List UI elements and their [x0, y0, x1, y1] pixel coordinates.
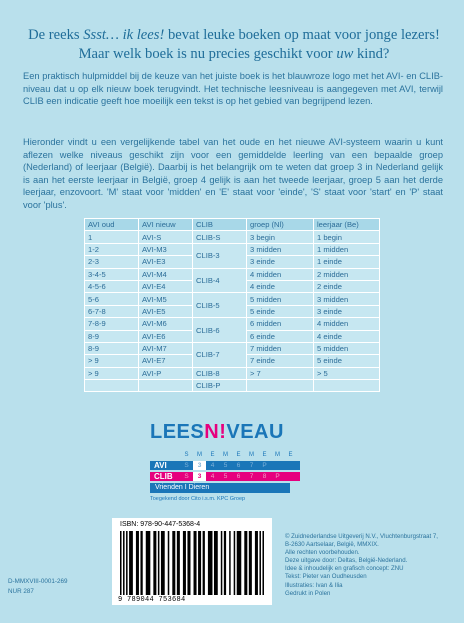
intro-heading — [24, 26, 444, 64]
cell-avi-oud: 2-3 — [85, 256, 139, 268]
cell-empty — [85, 380, 139, 392]
table-header-row — [85, 219, 380, 231]
clib-cell: 8 — [262, 473, 267, 480]
table-row — [85, 231, 380, 243]
clib-cell: 4 — [210, 473, 215, 480]
intro-text: bevat leuke boeken op maat voor jonge lezers! — [164, 27, 440, 43]
barcode-box — [112, 518, 272, 605]
cell-avi-nieuw: AVI-E7 — [139, 355, 193, 367]
barcode-bar — [198, 531, 201, 595]
cell-groep: 5 einde — [247, 305, 314, 317]
cell-clib: CLIB-S — [193, 231, 247, 243]
barcode-bar — [126, 531, 128, 595]
barcode-bar — [229, 531, 231, 595]
cell-avi-nieuw: AVI-S — [139, 231, 193, 243]
level-head-cell: M — [223, 452, 228, 458]
avi-cell: 5 — [223, 462, 228, 469]
table-row — [85, 380, 380, 392]
barcode-bar — [120, 531, 122, 595]
level-head-cell: E — [236, 452, 241, 458]
cell-avi-nieuw: AVI-M5 — [139, 293, 193, 305]
colophon-line: Tekst: Pieter van Oudheusden — [285, 573, 367, 581]
cell-leerjaar: 2 einde — [314, 280, 380, 292]
barcode-bar — [203, 531, 205, 595]
cell-leerjaar: > 5 — [314, 367, 380, 379]
isbn-text: ISBN: 978-90-447-5368-4 — [120, 521, 201, 528]
cell-clib: CLIB-3 — [193, 243, 247, 268]
barcode-bar — [123, 531, 125, 595]
intro-text: kind? — [353, 46, 390, 62]
cell-groep: 6 midden — [247, 318, 314, 330]
avi-cell: 6 — [236, 462, 241, 469]
header-groep: groep (Nl) — [247, 219, 314, 231]
cell-leerjaar: 2 midden — [314, 268, 380, 280]
level-label-empty — [150, 451, 180, 460]
barcode-bars — [120, 531, 264, 595]
clib-cell: 6 — [236, 473, 241, 480]
barcode-bar — [187, 531, 190, 595]
barcode-bar — [259, 531, 261, 595]
barcode-bar — [214, 531, 218, 595]
colophon-line: © Zuidnederlandse Uitgeverij N.V., Vluchtenburgstraat 7, — [285, 533, 438, 540]
colophon-line: Illustraties: Ivan & Ilia — [285, 581, 343, 589]
header-clib: CLIB — [193, 219, 247, 231]
intro-text: De reeks — [28, 27, 84, 43]
cell-clib: CLIB-4 — [193, 268, 247, 293]
paragraph-logo-explanation: Een praktisch hulpmiddel bij de keuze van het juiste boek is het blauwroze logo met het AVI- en CLIB-niveau dat u op elk nieuw boek terugvindt. Het technische leesniveau is aangegeven met AVI, terwijl CLIB een indicatie geeft hoe moeilijk een tekst is op het gebied van begrijpend lezen. — [23, 71, 443, 107]
cell-empty — [247, 380, 314, 392]
barcode-bar — [183, 531, 186, 595]
cell-groep: 6 einde — [247, 330, 314, 342]
level-head-cell: M — [275, 452, 280, 458]
barcode-bar — [234, 531, 236, 595]
series-title: Ssst… ik lees! — [83, 27, 165, 43]
avi-comparison-table — [84, 218, 380, 392]
cell-leerjaar: 1 midden — [314, 243, 380, 255]
cell-avi-oud: > 9 — [85, 367, 139, 379]
header-avi-nieuw: AVI nieuw — [139, 219, 193, 231]
table-row — [85, 367, 380, 379]
cell-clib: CLIB-8 — [193, 367, 247, 379]
intro-line-2 — [24, 45, 444, 64]
clib-cell: 7 — [249, 473, 254, 480]
barcode-bar — [168, 531, 170, 595]
barcode-bar — [194, 531, 197, 595]
colophon-line: Gedrukt in Polen — [285, 589, 331, 597]
paragraph-table-explanation: Hieronder vindt u een vergelijkende tabel van het oude en het nieuwe AVI-systeem waarin u kunt aflezen welke niveaus geschikt zijn voor een gemiddelde leerling van een bepaalde groep (Nederland) of leerjaar (België). Daarbij is het belangrijk om te weten dat groep 3 in Nederland gelijk is aan het eerste leerjaar in België, groep 4 gelijk is aan het tweede leerjaar, groep 5 aan het derde leerjaar, enzovoort. 'M' staat voor 'midden' en 'E' staat voor 'einde', 'S' staat voor 'start' en 'P' staat voor 'plus'. — [23, 137, 443, 210]
level-head-cell: E — [210, 452, 215, 458]
cell-avi-oud: 5-6 — [85, 293, 139, 305]
barcode-bar — [146, 531, 151, 595]
colophon-line: Deze uitgave door: Deltas, België-Nederland. — [285, 557, 408, 565]
intro-emphasis: uw — [336, 46, 354, 62]
cell-groep: 3 begin — [247, 231, 314, 243]
cell-groep: 4 einde — [247, 280, 314, 292]
cell-groep: 4 midden — [247, 268, 314, 280]
intro-text: Maar welk boek is nu precies geschikt voor — [78, 46, 337, 62]
cell-clib: CLIB-P — [193, 380, 247, 392]
cell-leerjaar: 4 midden — [314, 318, 380, 330]
clib-level-row — [150, 472, 300, 481]
cell-clib: CLIB-6 — [193, 318, 247, 343]
cell-avi-nieuw: AVI-M4 — [139, 268, 193, 280]
barcode-bar — [161, 531, 165, 595]
barcode-bar — [153, 531, 156, 595]
cell-avi-oud: 1-2 — [85, 243, 139, 255]
avi-cell: P — [262, 462, 267, 469]
barcode-digits: 9 789044 753684 — [118, 596, 186, 604]
cell-avi-oud: 6-7-8 — [85, 305, 139, 317]
barcode-bar — [177, 531, 180, 595]
cell-groep: 3 midden — [247, 243, 314, 255]
header-leerjaar: leerjaar (Be) — [314, 219, 380, 231]
colophon-line: Idee & inhoudelijk en grafisch concept: ZNU — [285, 565, 404, 573]
series-name: Vrienden I Dieren — [150, 483, 290, 493]
level-head-cell: M — [197, 452, 202, 458]
clib-cell: S — [184, 473, 189, 480]
avi-cell-selected: 3 — [193, 461, 206, 470]
leesniveau-logo — [146, 421, 316, 511]
barcode-bar — [249, 531, 252, 595]
leesniveau-wordmark — [150, 421, 284, 444]
cell-empty — [139, 380, 193, 392]
level-header-row — [150, 451, 300, 460]
cell-clib: CLIB-5 — [193, 293, 247, 318]
barcode-bar — [140, 531, 142, 595]
cell-leerjaar: 1 einde — [314, 256, 380, 268]
avi-cell: S — [184, 462, 189, 469]
avi-cell: 7 — [249, 462, 254, 469]
avi-level-row — [150, 461, 300, 470]
avi-label: AVI — [154, 461, 167, 470]
cell-avi-oud: 7-8-9 — [85, 318, 139, 330]
clib-label: CLIB — [154, 472, 173, 481]
wordmark-part: LEES — [150, 421, 205, 443]
avi-cell: 4 — [210, 462, 215, 469]
cell-avi-oud: 8-9 — [85, 330, 139, 342]
table-row — [85, 342, 380, 354]
colophon-line: B-2630 Aartselaar, België, MMXIX. — [285, 541, 379, 549]
cell-groep: 7 midden — [247, 342, 314, 354]
cell-leerjaar: 5 einde — [314, 355, 380, 367]
barcode-bar — [262, 531, 264, 595]
barcode-bar — [221, 531, 223, 595]
wordmark-part: N! — [204, 421, 227, 443]
cell-avi-nieuw: AVI-M3 — [139, 243, 193, 255]
level-grid — [150, 451, 300, 481]
cell-leerjaar: 4 einde — [314, 330, 380, 342]
cell-groep: 7 einde — [247, 355, 314, 367]
barcode-bar — [224, 531, 226, 595]
level-head-cell: S — [184, 452, 189, 458]
wordmark-part: VEAU — [226, 421, 284, 443]
cell-avi-nieuw: AVI-E3 — [139, 256, 193, 268]
intro-line-1 — [24, 26, 444, 45]
barcode-bar — [129, 531, 133, 595]
nur-code: NUR 287 — [8, 588, 34, 595]
cell-avi-nieuw: AVI-M6 — [139, 318, 193, 330]
clib-cell: P — [275, 473, 280, 480]
level-head-cell: M — [249, 452, 254, 458]
cell-groep: 5 midden — [247, 293, 314, 305]
colophon — [285, 533, 457, 598]
cell-avi-oud: 4-5-6 — [85, 280, 139, 292]
cell-leerjaar: 3 midden — [314, 293, 380, 305]
level-head-cell: E — [288, 452, 293, 458]
cell-avi-oud: 3-4-5 — [85, 268, 139, 280]
header-avi-oud: AVI oud — [85, 219, 139, 231]
barcode-bar — [172, 531, 175, 595]
table-row — [85, 243, 380, 255]
cell-leerjaar: 1 begin — [314, 231, 380, 243]
barcode-bar — [136, 531, 139, 595]
barcode-bar — [255, 531, 258, 595]
deposit-code: D-MMXVIII-0001-269 — [8, 578, 68, 585]
cell-empty — [314, 380, 380, 392]
colophon-line: Alle rechten voorbehouden. — [285, 549, 360, 557]
cell-avi-nieuw: AVI-E5 — [139, 305, 193, 317]
barcode-bar — [158, 531, 160, 595]
cell-avi-nieuw: AVI-M7 — [139, 342, 193, 354]
cell-avi-nieuw: AVI-E6 — [139, 330, 193, 342]
barcode-bar — [244, 531, 247, 595]
clib-cell: 5 — [223, 473, 228, 480]
logo-credit: Toegekend door Cito i.s.m. KPC Groep — [150, 496, 246, 502]
cell-groep: 3 einde — [247, 256, 314, 268]
table-row — [85, 293, 380, 305]
cell-avi-oud: > 9 — [85, 355, 139, 367]
cell-groep: > 7 — [247, 367, 314, 379]
barcode-bar — [208, 531, 213, 595]
cell-avi-oud: 1 — [85, 231, 139, 243]
table-row — [85, 268, 380, 280]
level-head-cell: E — [262, 452, 267, 458]
cell-leerjaar: 5 midden — [314, 342, 380, 354]
table-row — [85, 318, 380, 330]
cell-avi-oud: 8-9 — [85, 342, 139, 354]
cell-avi-nieuw: AVI-P — [139, 367, 193, 379]
cell-clib: CLIB-7 — [193, 342, 247, 367]
barcode-bar — [237, 531, 242, 595]
cell-avi-nieuw: AVI-E4 — [139, 280, 193, 292]
clib-cell-selected: 3 — [193, 472, 206, 481]
cell-leerjaar: 3 einde — [314, 305, 380, 317]
